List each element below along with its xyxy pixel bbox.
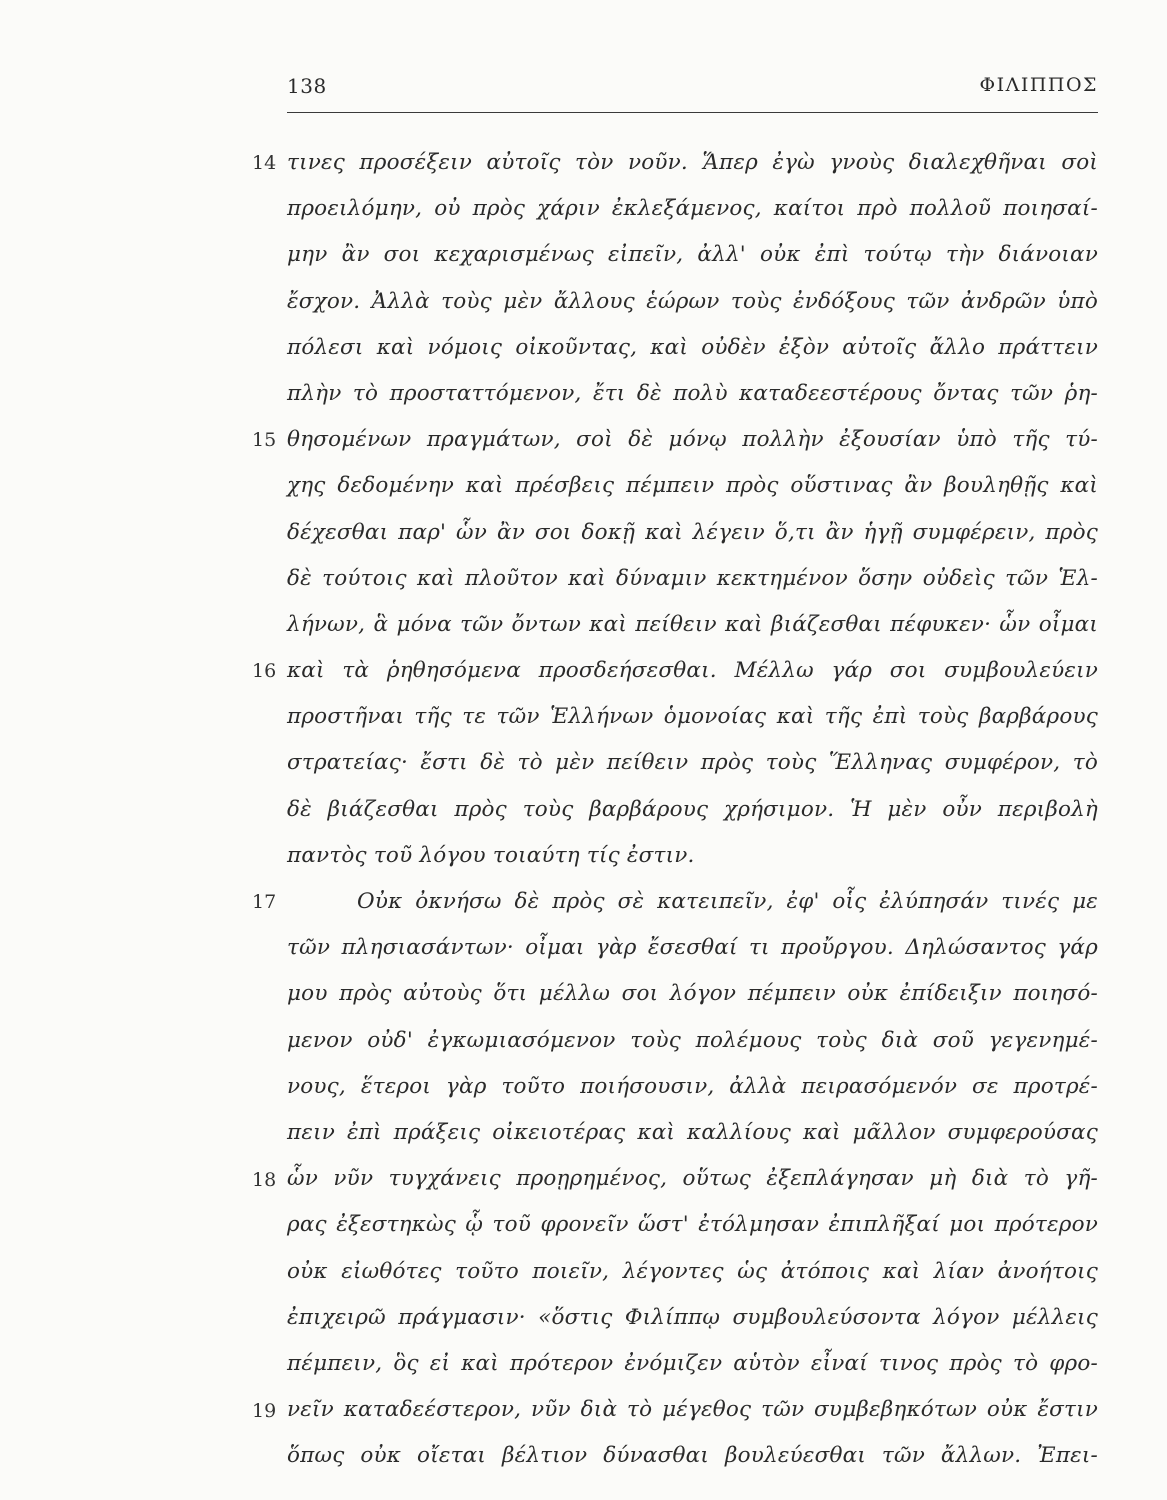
text-line: παντὸς τοῦ λόγου τοιαύτη τίς ἐστιν. bbox=[287, 842, 695, 868]
section-number-16: 16 bbox=[252, 660, 277, 682]
body-text bbox=[287, 140, 1098, 1479]
text-line: προειλόμην, οὐ πρὸς χάριν ἐκλεξάμενος, καίτοι πρὸ πολλοῦ ποιησαί- bbox=[287, 196, 1098, 222]
text-line: πλὴν τὸ προσταττόμενον, ἔτι δὲ πολὺ καταδεεστέρους ὄντας τῶν ῥη- bbox=[287, 380, 1098, 406]
text-line: τῶν πλησιασάντων· οἶμαι γὰρ ἔσεσθαί τι προὔργου. Δηλώσαντος γάρ bbox=[287, 935, 1098, 961]
running-title: ΦΙΛΙΠΠΟΣ bbox=[979, 74, 1098, 96]
section-number-18: 18 bbox=[252, 1169, 277, 1191]
section-number-14: 14 bbox=[252, 152, 277, 174]
header-rule bbox=[287, 112, 1098, 113]
text-line: ἔσχον. Ἀλλὰ τοὺς μὲν ἄλλους ἑώρων τοὺς ἐνδόξους τῶν ἀνδρῶν ὑπὸ bbox=[287, 288, 1098, 314]
text-line: δέχεσθαι παρ' ὧν ἂν σοι δοκῇ καὶ λέγειν ὅ,τι ἂν ἡγῇ συμφέρειν, πρὸς bbox=[287, 519, 1098, 545]
page-header bbox=[287, 74, 1098, 104]
text-line: ρας ἐξεστηκὼς ᾧ τοῦ φρονεῖν ὥστ' ἐτόλμησαν ἐπιπλῆξαί μοι πρότερον bbox=[287, 1212, 1098, 1238]
text-line: δὲ τούτοις καὶ πλοῦτον καὶ δύναμιν κεκτημένον ὅσην οὐδεὶς τῶν Ἑλ- bbox=[287, 565, 1098, 591]
text-line: Οὐκ ὀκνήσω δὲ πρὸς σὲ κατειπεῖν, ἐφ' οἷς ἐλύπησάν τινές με bbox=[357, 889, 1098, 914]
section-number-17: 17 bbox=[252, 891, 277, 913]
text-line: θησομένων πραγμάτων, σοὶ δὲ μόνῳ πολλὴν ἐξουσίαν ὑπὸ τῆς τύ- bbox=[287, 427, 1098, 453]
text-line: οὐκ εἰωθότες τοῦτο ποιεῖν, λέγοντες ὡς ἀτόποις καὶ λίαν ἀνοήτοις bbox=[287, 1258, 1098, 1284]
text-line: ὧν νῦν τυγχάνεις προῃρημένος, οὕτως ἐξεπλάγησαν μὴ διὰ τὸ γῆ- bbox=[287, 1166, 1098, 1192]
text-line: προστῆναι τῆς τε τῶν Ἑλλήνων ὁμονοίας καὶ τῆς ἐπὶ τοὺς βαρβάρους bbox=[287, 704, 1098, 730]
section-number-15: 15 bbox=[252, 429, 277, 451]
text-line: δὲ βιάζεσθαι πρὸς τοὺς βαρβάρους χρήσιμον. Ἡ μὲν οὖν περιβολὴ bbox=[287, 796, 1098, 822]
text-line: ὅπως οὐκ οἴεται βέλτιον δύνασθαι βουλεύεσθαι τῶν ἄλλων. Ἐπει- bbox=[287, 1443, 1098, 1469]
section-number-19: 19 bbox=[252, 1400, 277, 1422]
text-line: χης δεδομένην καὶ πρέσβεις πέμπειν πρὸς οὕστινας ἂν βουληθῇς καὶ bbox=[287, 473, 1098, 499]
text-line: πέμπειν, ὃς εἰ καὶ πρότερον ἐνόμιζεν αὑτὸν εἶναί τινος πρὸς τὸ φρο- bbox=[287, 1350, 1098, 1376]
text-line: νους, ἕτεροι γὰρ τοῦτο ποιήσουσιν, ἀλλὰ πειρασόμενόν σε προτρέ- bbox=[287, 1073, 1098, 1099]
text-line: μην ἂν σοι κεχαρισμένως εἰπεῖν, ἀλλ' οὐκ ἐπὶ τούτῳ τὴν διάνοιαν bbox=[287, 242, 1098, 268]
text-line: νεῖν καταδεέστερον, νῦν διὰ τὸ μέγεθος τῶν συμβεβηκότων οὐκ ἔστιν bbox=[287, 1397, 1098, 1423]
text-line: ἐπιχειρῶ πράγμασιν· «ὅστις Φιλίππῳ συμβουλεύσοντα λόγον μέλλεις bbox=[287, 1304, 1098, 1330]
text-line: πόλεσι καὶ νόμοις οἰκοῦντας, καὶ οὐδὲν ἐξὸν αὐτοῖς ἄλλο πράττειν bbox=[287, 334, 1098, 360]
text-line: στρατείας· ἔστι δὲ τὸ μὲν πείθειν πρὸς τοὺς Ἕλληνας συμφέρον, τὸ bbox=[287, 750, 1098, 776]
text-line: καὶ τὰ ῥηθησόμενα προσδεήσεσθαι. Μέλλω γάρ σοι συμβουλεύειν bbox=[287, 658, 1098, 684]
text-line: τινες προσέξειν αὐτοῖς τὸν νοῦν. Ἅπερ ἐγὼ γνοὺς διαλεχθῆναι σοὶ bbox=[287, 150, 1098, 175]
page-number: 138 bbox=[287, 74, 327, 98]
text-line: πειν ἐπὶ πράξεις οἰκειοτέρας καὶ καλλίους καὶ μᾶλλον συμφερούσας bbox=[287, 1119, 1098, 1145]
text-line: μενον οὐδ' ἐγκωμιασόμενον τοὺς πολέμους τοὺς διὰ σοῦ γεγενημέ- bbox=[287, 1027, 1098, 1053]
text-line: λήνων, ἃ μόνα τῶν ὄντων καὶ πείθειν καὶ βιάζεσθαι πέφυκεν· ὧν οἶμαι bbox=[287, 611, 1098, 637]
text-line: μου πρὸς αὐτοὺς ὅτι μέλλω σοι λόγον πέμπειν οὐκ ἐπίδειξιν ποιησό- bbox=[287, 981, 1098, 1007]
